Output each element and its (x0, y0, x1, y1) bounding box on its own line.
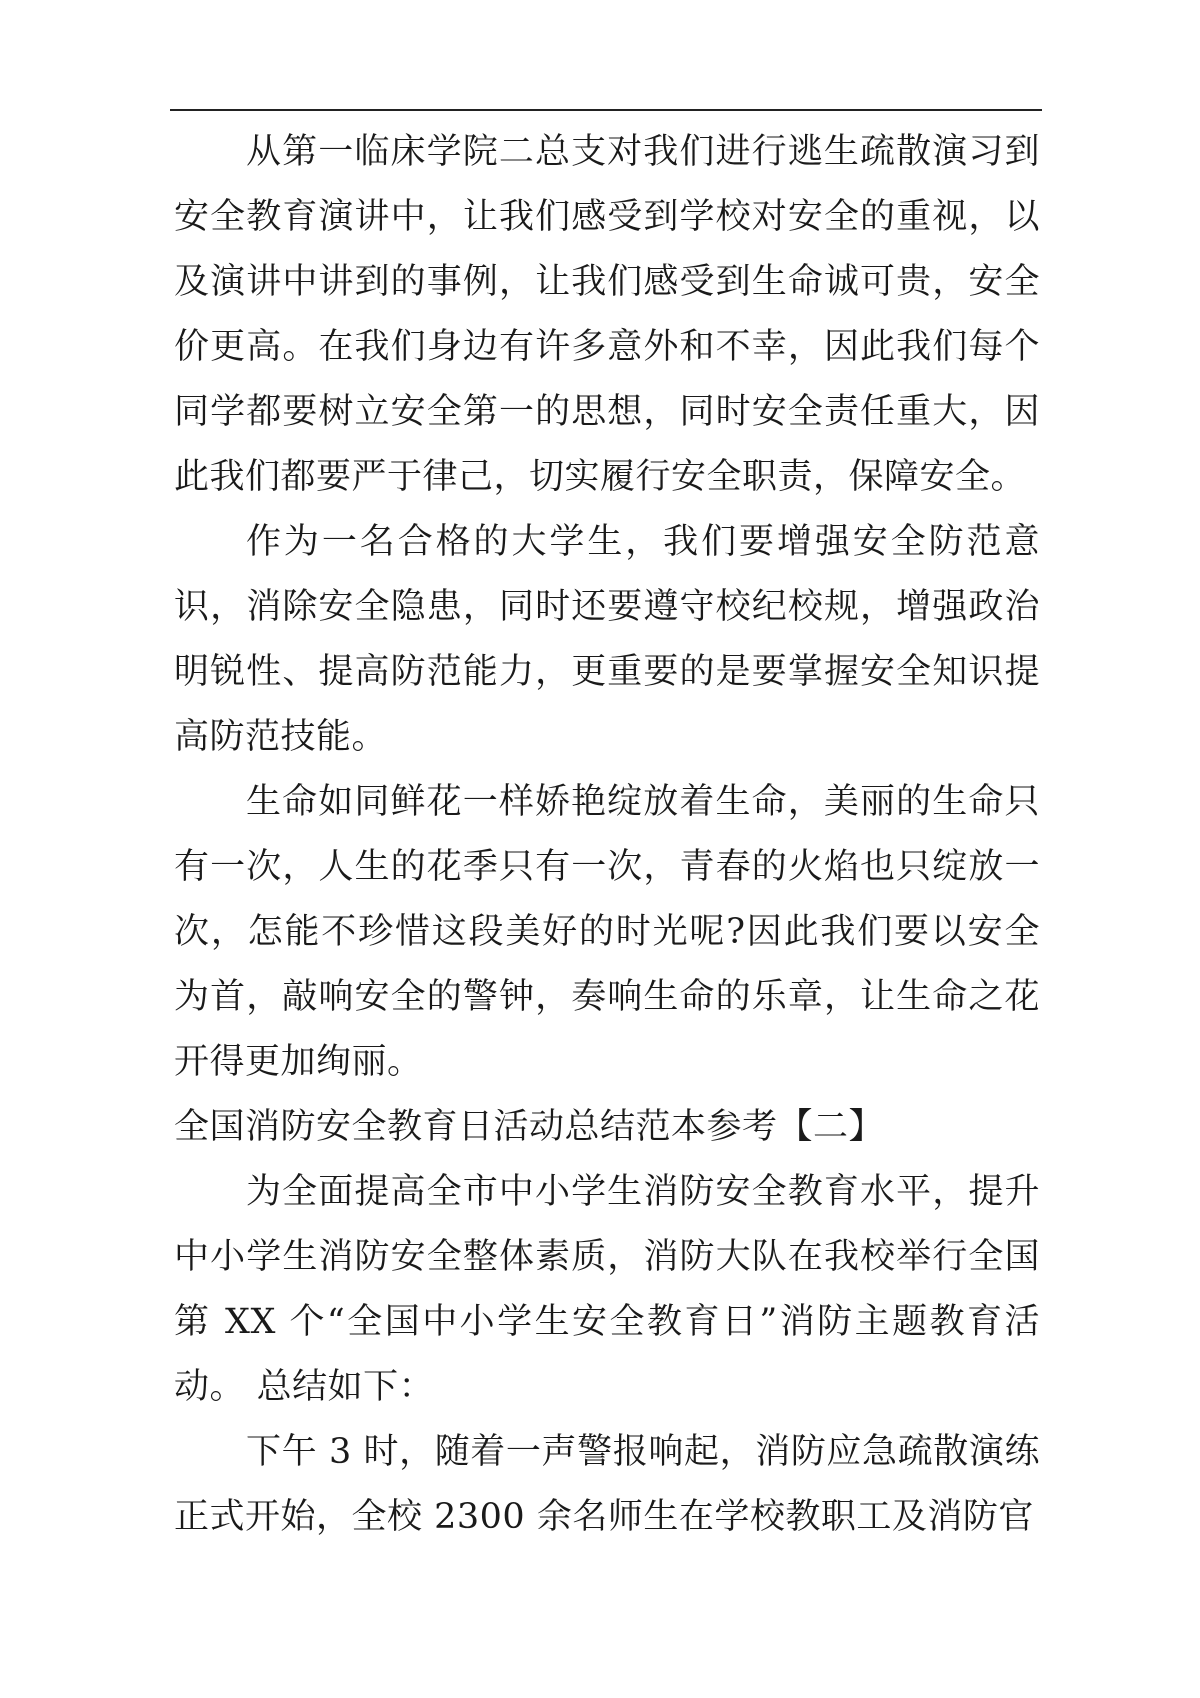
document-body (174, 120, 1040, 1550)
paragraph-4: 为全面提高全市中小学生消防安全教育水平，提升中小学生消防安全整体素质，消防大队在我校举行全国第 XX 个“全国中小学生安全教育日”消防主题教育活动。 总结如下： (174, 1172, 1040, 1407)
paragraph-5: 下午 3 时，随着一声警报响起，消防应急疏散演练正式开始，全校 2300 余名师生在学校教职工及消防官 (174, 1432, 1040, 1537)
paragraph-2: 作为一名合格的大学生，我们要增强安全防范意识，消除安全隐患，同时还要遵守校纪校规，增强政治明锐性、提高防范能力，更重要的是要掌握安全知识提高防范技能。 (174, 522, 1040, 757)
section-heading: 全国消防安全教育日活动总结范本参考【二】 (174, 1107, 885, 1147)
paragraph-1: 从第一临床学院二总支对我们进行逃生疏散演习到安全教育演讲中，让我们感受到学校对安全的重视，以及演讲中讲到的事例，让我们感受到生命诚可贵，安全价更高。在我们身边有许多意外和不幸，因此我们每个同学都要树立安全第一的思想，同时安全责任重大，因此我们都要严于律己，切实履行安全职责，保障安全。 (174, 132, 1040, 497)
paragraph-3: 生命如同鲜花一样娇艳绽放着生命，美丽的生命只有一次，人生的花季只有一次，青春的火焰也只绽放一次，怎能不珍惜这段美好的时光呢?因此我们要以安全为首，敲响安全的警钟，奏响生命的乐章，让生命之花开得更加绚丽。 (174, 782, 1040, 1082)
header-rule (170, 109, 1042, 111)
